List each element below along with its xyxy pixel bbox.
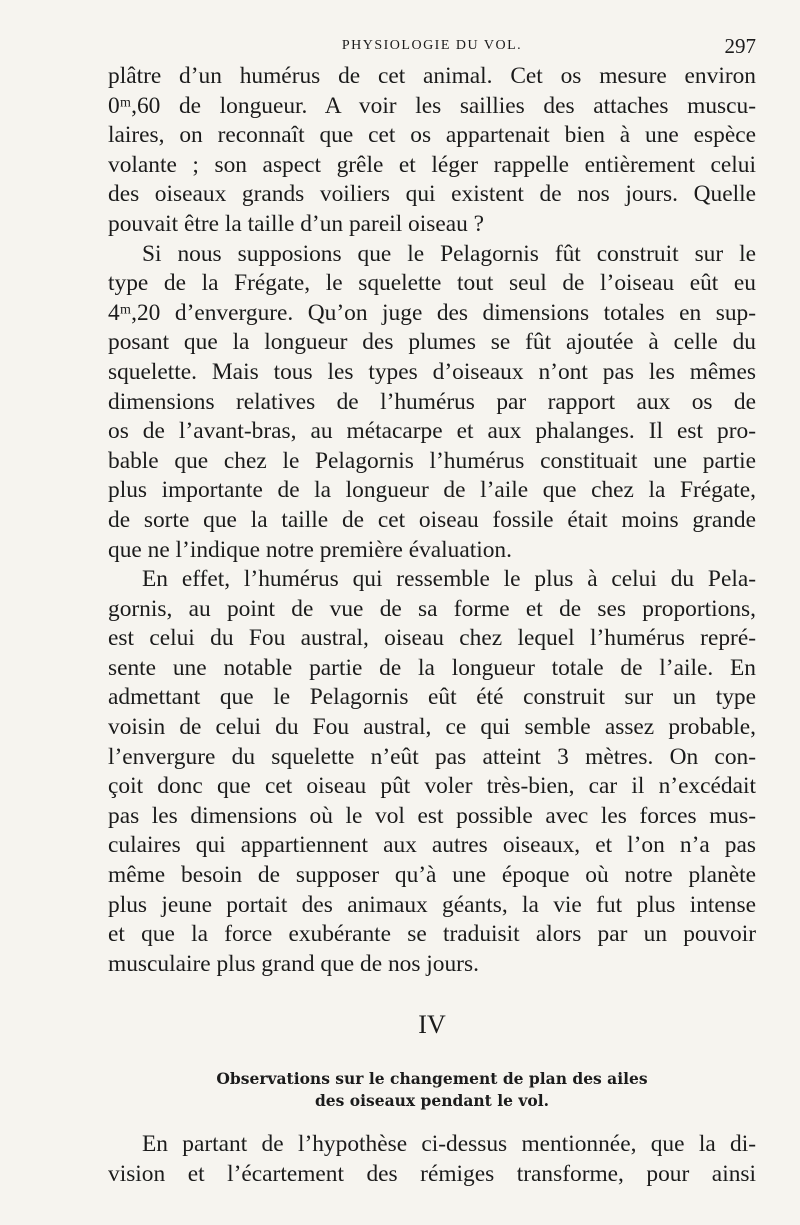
text-line: même besoin de supposer qu’à une époque où notre planète <box>108 862 756 889</box>
section-title-line-1: Observations sur le changement de plan des ailes <box>216 1069 648 1088</box>
text-line: et que la force exubérante se traduisit alors par un pouvoir <box>108 921 756 948</box>
text-line: dimensions relatives de l’humérus par rapport aux os de <box>108 388 756 415</box>
text-line: 0ᵐ,60 de longueur. A voir les saillies des attaches muscu- <box>108 92 756 119</box>
text-line: pouvait être la taille d’un pareil oiseau ? <box>108 210 485 237</box>
section-title-line-2: des oiseaux pendant le vol. <box>314 1091 550 1110</box>
text-line: sente une notable partie de la longueur totale de l’aile. En <box>108 654 756 681</box>
text-line: l’envergure du squelette n’eût pas atteint 3 mètres. On con- <box>108 743 756 770</box>
text-line: posant que la longueur des plumes se fût ajoutée à celle du <box>108 329 756 356</box>
text-line: squelette. Mais tous les types d’oiseaux n’ont pas les mêmes <box>108 358 756 385</box>
text-line: musculaire plus grand que de nos jours. <box>108 950 479 977</box>
text-line: gornis, au point de vue de sa forme et de ses proportions, <box>108 595 756 622</box>
text-line: que ne l’indique notre première évaluation. <box>108 536 512 563</box>
page-header <box>108 34 756 58</box>
text-line: de sorte que la taille de cet oiseau fossile était moins grande <box>108 506 756 533</box>
text-line: os de l’avant-bras, au métacarpe et aux phalanges. Il est pro- <box>108 418 756 445</box>
text-line: admettant que le Pelagornis eût été construit sur un type <box>108 684 756 711</box>
text-line: En partant de l’hypothèse ci-dessus mentionnée, que la di- <box>142 1131 756 1157</box>
text-line: culaires qui appartiennent aux autres oiseaux, et l’on n’a pas <box>108 832 756 859</box>
body-text <box>108 62 756 979</box>
text-line: est celui du Fou austral, oiseau chez lequel l’humérus repré- <box>108 625 756 652</box>
closing-text <box>108 1130 756 1189</box>
text-line: des oiseaux grands voiliers qui existent de nos jours. Quelle <box>108 181 756 208</box>
text-line: pas les dimensions où le vol est possible avec les forces mus- <box>108 802 756 829</box>
text-line: bable que chez le Pelagornis l’humérus constituait une partie <box>108 447 756 474</box>
running-title: PHYSIOLOGIE DU VOL. <box>341 38 523 53</box>
section-number: IV <box>418 1010 446 1039</box>
text-line: çoit donc que cet oiseau pût voler très-bien, car il n’excédait <box>108 773 756 800</box>
page-number: 297 <box>724 34 756 58</box>
text-line: plus importante de la longueur de l’aile que chez la Frégate, <box>108 477 756 504</box>
text-line: laires, on reconnaît que cet os appartenait bien à une espèce <box>108 122 756 149</box>
text-line: En effet, l’humérus qui ressemble le plus à celui du Pela- <box>142 566 756 593</box>
text-line: type de la Frégate, le squelette tout seul de l’oiseau eût eu <box>108 270 756 297</box>
text-line: vision et l’écartement des rémiges transforme, pour ainsi <box>108 1160 756 1187</box>
text-line: Si nous supposions que le Pelagornis fût construit sur le <box>142 240 756 267</box>
text-line: voisin de celui du Fou austral, ce qui semble assez probable, <box>108 714 756 741</box>
text-line: 4ᵐ,20 d’envergure. Qu’on juge des dimensions totales en sup- <box>108 299 756 326</box>
text-line: plus jeune portait des animaux géants, la vie fut plus intense <box>108 891 756 918</box>
section-title <box>108 1068 756 1112</box>
text-line: plâtre d’un humérus de cet animal. Cet os mesure environ <box>108 63 756 89</box>
text-line: volante ; son aspect grêle et léger rappelle entièrement celui <box>108 151 756 178</box>
